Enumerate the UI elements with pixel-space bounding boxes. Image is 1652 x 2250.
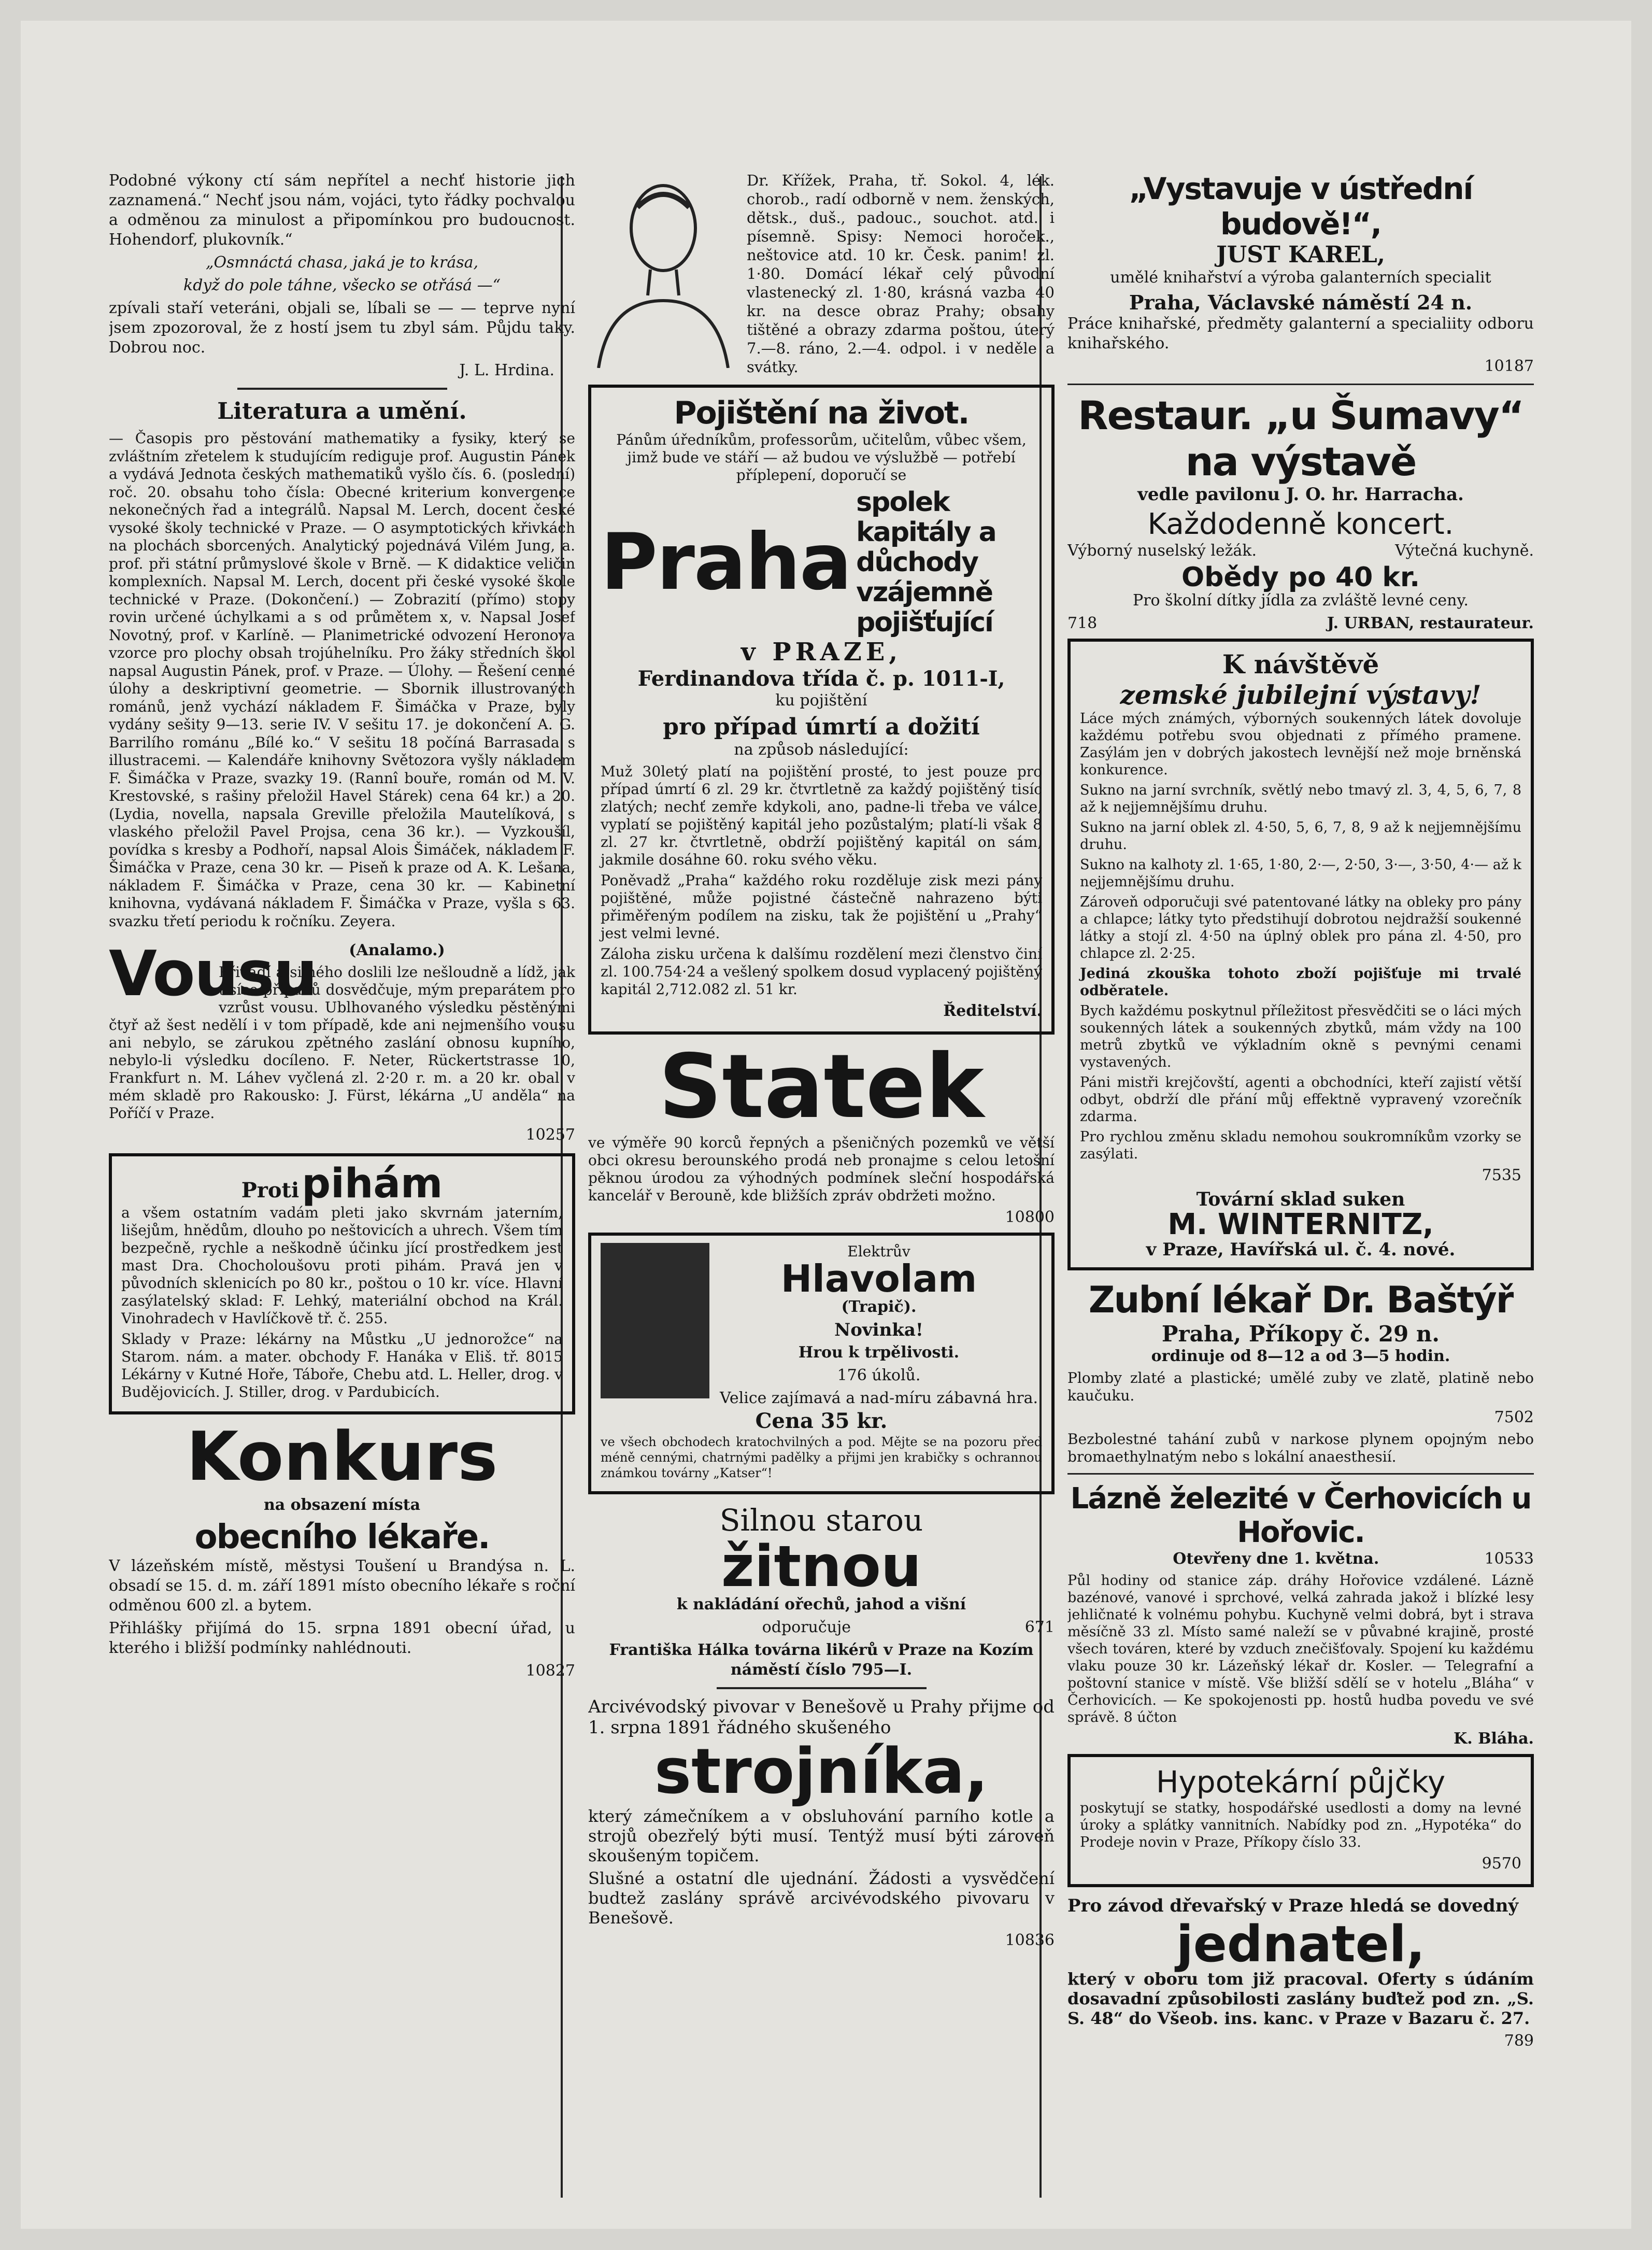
visit-heading2: zemské jubilejní výstavy! — [1120, 680, 1482, 710]
rest-kuchyne: Výtečná kuchyně. — [1395, 542, 1534, 560]
vystav-text: Práce knihařské, předměty galanterní a specialiity odboru knihařského. — [1067, 315, 1534, 352]
newspaper-page — [21, 21, 1631, 2229]
konkurs-text: V lázeňském místě, městysi Toušení u Brandýsa n. L. obsadí se 15. d. m. září 1891 místo obecního lékaře s roční odměnou 600 zl. a bytem. — [109, 1557, 575, 1615]
insurance-text: Muž 30letý platí na pojištění prosté, to jest pouze pro případ úmrtí 6 zl. 29 kr. čtvrtletně za každý pojištěný tisíc zlatých; nechť zemře kdykoli, ano, padne-li třeba ve válce, vyplatí se pojištěný kapitál jeho pozůstalým; platí-li však 8 zl. 27 kr. čtvrtletně, obdrží pojištěný kapitál on sám, jakmile dosáhne 60. roku svého věku. — [601, 763, 1042, 868]
rest-sub: vedle pavilonu J. O. hr. Harracha. — [1137, 484, 1464, 505]
divider — [717, 1687, 927, 1689]
ad-vousy — [109, 941, 575, 1148]
lazne-number: 10533 — [1484, 1550, 1534, 1568]
visit-text: Bych každému poskytnul příležitost přesvědčiti se o láci mých soukenných látek a soukenných zbytků, mám vždy na 100 metrů zbytků ve výkladním okně s pevnými cenami vystavených. — [1080, 1003, 1521, 1070]
portrait-illustration — [588, 171, 738, 368]
visit-text: Páni mistři krejčovští, agenti a obchodníci, kteří zajistí větší odbyt, obdrží dle přání můj effektně vypravený vzorečník zdarma. — [1080, 1074, 1521, 1125]
insurance-intro: Pánům úředníkům, professorům, učitelům, vůbec všem, jimž bude ve stáří — až budou ve výslužbě — potřebí příplepení, doporučí se — [616, 431, 1027, 484]
visit-text: Sukno na jarní svrchník, světlý nebo tmavý zl. 3, 4, 5, 6, 7, 8 až k nejjemnějšímu druhu. — [1080, 782, 1521, 815]
ad-lazne — [1067, 1482, 1534, 1749]
lazne-open: Otevřeny dne 1. května. — [1173, 1550, 1379, 1568]
vystav-sub: umělé knihařství a výroba galanterních specialit — [1110, 268, 1491, 287]
article-signature: J. L. Hrdina. — [459, 361, 554, 379]
insurance-signature: Ředitelství. — [943, 1002, 1042, 1020]
zubni-address: Praha, Příkopy č. 29 n. — [1161, 1321, 1440, 1347]
insurance-case: pro případ úmrtí a dožití — [663, 714, 980, 740]
pihy-text: a všem ostatním vadám pleti jako skvrnám jaterním, lišejům, hnědům, dlouho po neštovicích a uhrech. Všem tím bezpečně, rychle a neškodně účinku jící prostředkem jest mast Dra. Chocholoušovu proti pihám. Pravá jen v původních sklenicích po 80 kr., poštou o 10 kr. více. Hlavní zasýlatelský sklad: F. Lehký, materiální obchod na Král. Vinohradech v Havlíčkově tř. č. 255. — [121, 1204, 563, 1327]
rest-number: 718 — [1067, 614, 1098, 632]
statek-heading: Statek — [658, 1036, 985, 1138]
hlavolam-uloh: 176 úkolů. — [837, 1366, 921, 1384]
divider — [1067, 1473, 1534, 1475]
hlavolam-brand: Elektrův — [847, 1243, 910, 1260]
visit-number: 7535 — [1482, 1166, 1521, 1184]
visit-text: Zároveň odporučuji své patentované látky na obleky pro pány a chlapce; látky tyto předstihují dobrotou nejdražší soukenné látky a stojí zl. 4·50 na úplný oblek pro pána zl. 4·50, pro chlapce zl. 2·25. — [1080, 894, 1521, 961]
ad-insurance — [588, 385, 1055, 1035]
visit-text: Sukno na jarní oblek zl. 4·50, 5, 6, 7, 8, 9 až k nejjemnějšímu druhu. — [1080, 819, 1521, 853]
ad-statek — [588, 1036, 1055, 1227]
rest-koncert: Každodenně koncert. — [1147, 507, 1454, 541]
konkurs-subheading: obecního lékaře. — [194, 1518, 490, 1556]
zubni-hours: ordinuje od 8—12 a od 3—5 hodin. — [1151, 1347, 1450, 1365]
zitnou-sub: k nakládání ořechů, jahod a višní — [676, 1595, 966, 1614]
praha-banner — [601, 487, 1042, 638]
vystav-number: 10187 — [1484, 357, 1534, 375]
ad-zitnou — [588, 1503, 1055, 1680]
strojnik-number: 10836 — [1005, 1931, 1055, 1949]
praha-word: Praha — [601, 517, 851, 607]
strojnik-text: Slušné a ostatní dle ujednání. Žádosti a vysvědčení budtež zaslány správě arcivévodského pivovaru v Benešově. — [588, 1869, 1055, 1928]
article-outro: zpívali staří veteráni, objali se, líbali se — — teprve nyní jsem zpozoroval, že z hostí jsem tu zbyl sám. Půjdu taky. Dobrou noc. — [109, 299, 575, 357]
ad-konkurs — [109, 1417, 575, 1681]
strojnik-text: který zámečníkem a v obsluhování parního kotle a strojů obezřelý býti musí. Tentýž musí býti zároveň skoušeným topičem. — [588, 1806, 1055, 1865]
divider — [237, 388, 447, 390]
article-intro: Podobné výkony ctí sám nepřítel a nechť historie jich zaznamená.“ Nechť jsou nám, vojáci, tyto řádky pochvalou a odměnou za minulost a připomínkou pro budoucnost. Hohendorf, plukovník.“ — [109, 172, 575, 249]
vousy-text: Přivádí a silného doslili lze nešloudně a lídž, jak tisíce případů dosvědčuje, mým preparátem pro vzrůst vousu. Ublhovaného výsledku pěstěnými čtyř až šest nedělí i v tom případě, kde ani nejmenšího vousu ani nebylo, se zárukou zpětného zaslání obnosu kupního, nebylo-li výsledku docíleno. F. Neter, Rückertstrasse 10, Frankfurt n. M. Láhev vyčlená zl. 2·20 r. m. a 20 kr. obal v mém skladě pro Rakousko: J. Fürst, lékárna „U anděla“ na Poříčí v Praze. — [109, 964, 575, 1122]
column-right — [1067, 171, 1534, 2208]
vousy-number: 10257 — [525, 1126, 575, 1144]
hypo-heading: Hypotekární půjčky — [1156, 1764, 1446, 1800]
insurance-city: v PRAZE, — [740, 638, 902, 667]
ad-hlavolam — [588, 1233, 1055, 1494]
ad-restaurant — [1067, 392, 1534, 633]
jednatel-number: 789 — [1504, 2032, 1534, 2050]
jednatel-heading: jednatel, — [1176, 1915, 1426, 1973]
rest-skoly: Pro školní dítky jídla za zvláště levné ceny. — [1133, 591, 1469, 610]
poem-line: „Osmnáctá chasa, jaká je to krása, — [205, 253, 479, 272]
vystav-name: JUST KAREL, — [1216, 242, 1385, 268]
column-left — [109, 171, 575, 2208]
praha-line: spolek kapitály a — [856, 487, 996, 548]
insurance-label: ku pojištění — [775, 691, 867, 710]
konkurs-number: 10827 — [525, 1662, 575, 1680]
ad-zubni — [1067, 1279, 1534, 1466]
hypo-number: 9570 — [1482, 1855, 1521, 1873]
portrait-figure — [588, 171, 738, 368]
ad-pihy — [109, 1153, 575, 1414]
rest-heading: Restaur. „u Šumavy“ na výstavě — [1078, 392, 1523, 485]
hlavolam-novinka: Novinka! — [834, 1320, 923, 1340]
praha-line: pojišťující — [856, 607, 993, 638]
lazne-text: Půl hodiny od stanice záp. dráhy Hořovice vzdálené. Lázně bazénové, vanové i sprchové, velká zahrada jakož i blízké lesy jehličnaté k volnému pohybu. Kuchyně velmi dobrá, byt i strava měsíčně 33 zl. Místo samé naleží se v půvabné krajině, prosté všech továren, které by vzduch znečišťovaly. Spojení ku každému vlaku pouze 30 kr. Lázeňský lékař dr. Kosler. — Telegrafní a poštovní stanice v místě. Vše bližší sdělí se v hotelu „Bláha“ v Čerhovicích. — Ke spokojenosti pp. hostů hudba povedu ve své správě. 8 účton — [1067, 1573, 1534, 1725]
pihy-heading: pihám — [302, 1161, 443, 1207]
visit-text: Jediná zkouška tohoto zboží pojišťuje mi trvalé odběratele. — [1080, 966, 1521, 999]
zubni-heading: Zubní lékař Dr. Baštýř — [1088, 1279, 1513, 1321]
insurance-heading: Pojištění na život. — [674, 395, 969, 431]
visit-address: v Praze, Havířská ul. č. 4. nové. — [1146, 1239, 1456, 1260]
rest-obedy: Obědy po 40 kr. — [1181, 562, 1420, 593]
strojnik-heading: strojníka, — [654, 1736, 989, 1808]
visit-heading: K návštěvě — [1222, 649, 1379, 680]
doctor-text: Dr. Křížek, Praha, tř. Sokol. 4, lék. chorob., radí odborně v nem. ženských, dětsk., duš., padouc., souchot. atd. i písemně. Spisy: Nemoci horoček., neštovice atd. 10 kr. Česk. panim! zl. 1·80. Domácí lékař celý původní vlastenecký zl. 1·80, krásná vazba 40 kr. na desce obraz Prahy; obsahy tištěné a obrazy zdarma poštou, úterý 7.—8. ráno, 2.—4. odpol. i v neděle a svátky. — [747, 172, 1055, 376]
konkurs-heading: Konkurs — [186, 1417, 498, 1496]
jednatel-intro: Pro závod dřevařský v Praze hledá se dovedný — [1067, 1895, 1519, 1916]
hlavolam-price: Cena 35 kr. — [755, 1409, 888, 1433]
poem-line: když do pole táhne, všecko se otřásá —“ — [183, 276, 501, 294]
insurance-label: na způsob následující: — [734, 741, 909, 759]
rest-owner: J. URBAN, restaurateur. — [1327, 614, 1534, 632]
visit-name: M. WINTERNITZ, — [1167, 1208, 1434, 1241]
konkurs-mid: na obsazení místa — [263, 1496, 421, 1514]
literature-article: — Časopis pro pěstování mathematiky a fysiky, který se zvláštním zřetelem k studujícím rediguje prof. Augustin Pánek a vydává Jednota českých mathematiků vyšlo čís. 6. (poslední) roč. 20. obsahu toho čísla: Obecné kriterium konvergence nekonečných řad a integrálů. Napsal M. Lerch, docent české vysoké školy technické v Praze. — O asymptotických křivkách na plochách sborcených. Analytický pojednává Vilém Jung, a. prof. při státní průmyslové škole v Brně. — K didaktice veličin komplexních. Napsal M. Lerch, docent při české vysoké škole technické v Praze. (Dokončení.) — Zobrazití (přímo) stopy rovin určené úchylkami a s od průmětem x, v. Napsal Josef Novotný, prof. v Karlíně. — Planimetrické odvození Heronova vzorce pro plochy obsah trojúhelníku. Pro žáky středních škol napsal Augustin Pánek, prof. v Praze. — Úlohy. — Řešení cenné úlohy a deskriptivní geometrie. — Sbornik illustrovaných románů, jenž vychází nákladem F. Šimáčka v Praze, byly vydány sešity 9—13. serie IV. V sešitu 17. je dokončení A. G. Barrilího románu „Bílé ko.“ V sešitu 18 počíná Barrasada s illustracemi. — Kalendáře knihovny Světozora vyšly nákladem F. Šimáčka v Praze, svazky 19. (Rannî bouře, román od M. V. Krestovské, s rašiny přeložil Havel Stárek) cena 64 kr.) a 20. (Lydia, novella, napsala Greville přeložila Mautelíková, s vlaského přeložil Pavel Projsa, cena 36 kr.). — Vyzkoušíl, povídka s kresby a Podhoří, napsal Alois Šimáček, nákladem F. Šimáčka v Praze, cena 30 kr. — Piseň k praze od A. K. Lešana, nákladem F. Šimáčka v Praze, cena 30 kr. — Kabinetní knihovna, vydávaná nákladem F. Šimáčka v Praze, vyšla s 63. svazku třetí periodu k ročníku. Zeyera. — [109, 430, 575, 930]
visit-text: Sukno na kalhoty zl. 1·65, 1·80, 2·—, 2·50, 3·—, 3·50, 4·— až k nejjemnějšímu druhu. — [1080, 857, 1521, 890]
ad-doctor — [588, 171, 1055, 379]
zitnou-number: 671 — [1024, 1618, 1055, 1636]
vousy-heading: Vousu — [109, 941, 317, 1010]
visit-text: Láce mých známých, výborných soukenných látek dovoluje každému potřebu svou objednati z přímého pramene. Zasýlám jen v dobrých jakostech levnější než moje brněnská konkurence. — [1080, 711, 1521, 778]
zitnou-odpor: odporučuje — [762, 1618, 851, 1636]
konkurs-text: Přihlášky přijímá do 15. srpna 1891 obecní úřad, u kterého i bližší podmínky nahlédnouti. — [109, 1619, 575, 1657]
zitnou-maker: Františka Hálka továrna likérů v Praze na Kozím náměstí číslo 795—I. — [609, 1641, 1034, 1679]
lazne-heading: Lázně železité v Čerhovicích u Hořovic. — [1070, 1482, 1531, 1549]
divider — [1067, 384, 1534, 385]
insurance-text: Záloha zisku určena k dalšímu rozdělení mezi členstvo činí zl. 100.754·24 a vešlený spolkem dosud vyplacený pojištěný kapitál 2,712.082 zl. 51 kr. — [601, 945, 1042, 998]
hlavolam-heading: Hlavolam — [780, 1257, 977, 1300]
zubni-text: Plomby zlaté a plastické; umělé zuby ve zlatě, platině nebo kaučuku. — [1067, 1369, 1534, 1404]
ad-hypoteka — [1067, 1754, 1534, 1887]
hlavolam-hra: Hrou k trpělivosti. — [798, 1343, 960, 1362]
hlavolam-footer: ve všech obchodech kratochvilných a pod. Mějte se na pozoru před méně cennými, chatrnými padělky a přijmi jen krabičky s ochrannou známkou továrny „Katser“! — [601, 1435, 1042, 1480]
zitnou-pre: Silnou starou — [719, 1503, 923, 1538]
statek-text: ve výměře 90 korců řepných a pšeničných pozemků ve větší obci okresu berounského prodá neb pronajme s celou letošní pěknou úrodou za výhodných podmínek sleční hospodářská kancelář v Berouně, kde bližších zpráv obdržeti možno. — [588, 1134, 1055, 1204]
hypo-text: poskytují se statky, hospodářské usedlosti a domy na levné úroky a splátky vannitních. Nabídky pod zn. „Hypotéka“ do Prodeje novin v Praze, Příkopy číslo 33. — [1080, 1800, 1521, 1850]
visit-text: Pro rychlou změnu skladu nemohou soukromníkům vzorky se zasýlati. — [1080, 1129, 1521, 1162]
zubni-number: 7502 — [1494, 1408, 1534, 1426]
zitnou-heading: žitnou — [721, 1533, 922, 1600]
visit-sklad: Tovární sklad suken — [1196, 1188, 1405, 1210]
ad-vystavuje — [1067, 171, 1534, 376]
vystav-heading: „Vystavuje v ústřední budově!“, — [1129, 171, 1473, 242]
insurance-text: Poněvadž „Praha“ každého roku rozděluje zisk mezi pány pojištěné, může pojistné částečně nahrazeno býti přiměřeným podílem na zisku, tak že pojištění u „Prahy“ jest velmi levné. — [601, 872, 1042, 942]
pihy-stores: Sklady v Praze: lékárny na Můstku „U jednorožce“ na Starom. nám. a mater. obchody F. Hanáka v Eliš. tř. 8015 Lékárny v Kutné Hoře, Táboře, Chebu atd. L. Heller, drog. v Budějovicích. J. Stiller, drog. v Pardubicích. — [121, 1331, 563, 1400]
hlavolam-velice: Velice zajímavá a nad-míru zábavná hra. — [719, 1389, 1038, 1407]
column-middle — [588, 171, 1055, 2208]
vousy-subheading: (Analamo.) — [349, 941, 445, 959]
ad-jednatel — [1067, 1895, 1534, 2051]
ad-strojnik — [588, 1696, 1055, 1950]
vystav-address: Praha, Václavské náměstí 24 n. — [1129, 291, 1473, 314]
praha-line: důchody vzájemně — [856, 547, 992, 608]
jednatel-text: který v oboru tom již pracoval. Oferty s údáním dosavadní způsobilosti zaslány buďtež pod zn. „S. S. 48“ do Všeob. ins. kanc. v Praze v Bazaru č. 27. — [1067, 1969, 1534, 2028]
ad-winternitz — [1067, 639, 1534, 1270]
hlavolam-illustration — [601, 1243, 709, 1398]
zubni-text: Bezbolestné tahání zubů v narkose plynem opojným nebo bromaethylnatým nebo s lokální anaesthesií. — [1067, 1431, 1534, 1465]
hlavolam-subheading: (Trapič). — [841, 1298, 917, 1316]
lazne-owner: K. Bláha. — [1454, 1730, 1534, 1748]
strojnik-intro: Arcivévodský pivovar v Benešově u Prahy přijme od 1. srpna 1891 řádného skušeného — [588, 1696, 1055, 1738]
rest-pivo: Výborný nuselský ležák. — [1067, 542, 1257, 560]
pihy-pre: Proti — [241, 1178, 300, 1202]
statek-number: 10800 — [1005, 1208, 1055, 1226]
insurance-address: Ferdinandova třída č. p. 1011-I, — [637, 667, 1005, 691]
section-heading: Literatura a umění. — [217, 398, 467, 424]
